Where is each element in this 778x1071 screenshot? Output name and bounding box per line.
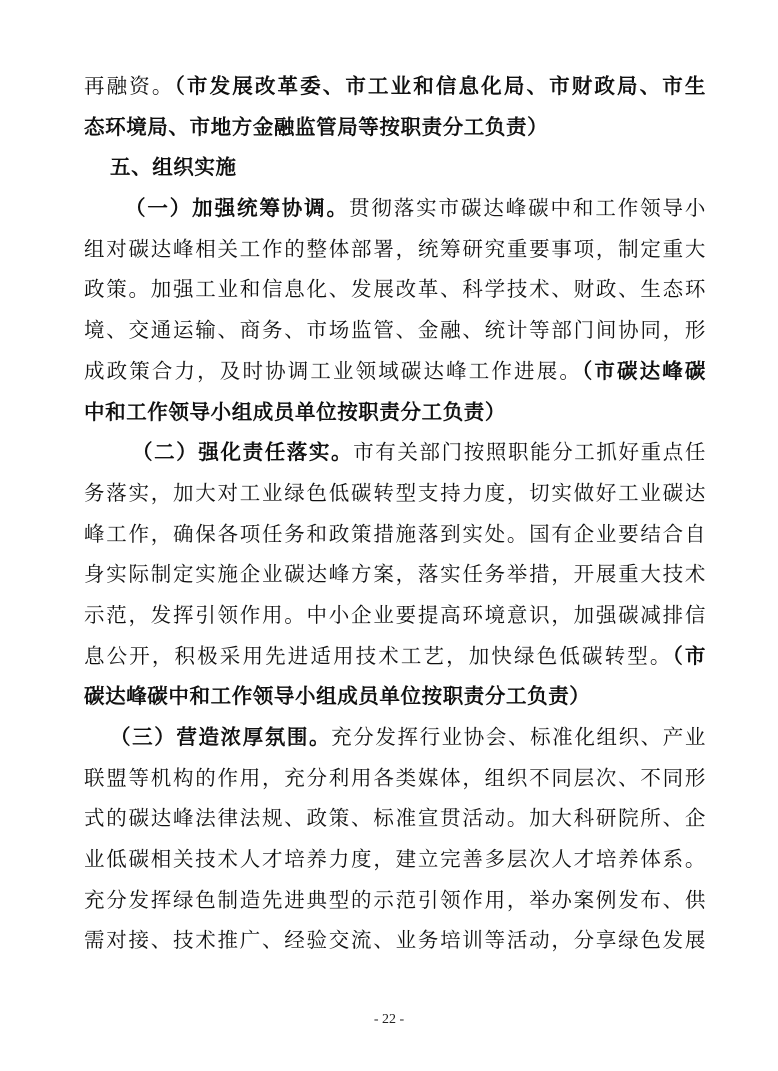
- paragraph-line: 务落实，加大对工业绿色低碳转型支持力度，切实做好工业碳达: [84, 480, 706, 505]
- paragraph-line: （一）加强统筹协调。贯彻落实市碳达峰碳中和工作领导小: [125, 196, 706, 221]
- paragraph-line: 需对接、技术推广、经验交流、业务培训等活动，分享绿色发展: [84, 928, 706, 953]
- paragraph-line: 态环境局、市地方金融监管局等按职责分工负责）: [84, 114, 549, 139]
- paragraph-line: 充分发挥绿色制造先进典型的示范引领作用，举办案例发布、供: [84, 887, 706, 912]
- subsection-title: （二）强化责任落实。: [132, 440, 354, 465]
- document-body: [84, 66, 706, 961]
- paragraph-line: （三）营造浓厚氛围。充分发挥行业协会、标准化组织、产业: [110, 725, 706, 749]
- paragraph-line: 碳达峰碳中和工作领导小组成员单位按职责分工负责）: [84, 684, 591, 709]
- paragraph-line: 息公开，积极采用先进适用技术工艺，加快绿色低碳转型。（市: [84, 643, 706, 668]
- paragraph-line: 中和工作领导小组成员单位按职责分工负责）: [84, 399, 506, 424]
- paragraph-line: 示范，发挥引领作用。中小企业要提高环境意识，加强碳减排信: [84, 602, 706, 627]
- subsection-title: （一）加强统筹协调。: [125, 196, 349, 221]
- paragraph-line: 再融资。（市发展改革委、市工业和信息化局、市财政局、市生: [84, 74, 706, 98]
- paragraph-line: 政策。加强工业和信息化、发展改革、科学技术、财政、生态环: [84, 277, 706, 302]
- paragraph-line: 境、交通运输、商务、市场监管、金融、统计等部门间协同，形: [84, 318, 706, 343]
- paragraph-line: 成政策合力，及时协调工业领域碳达峰工作进展。（市碳达峰碳: [84, 358, 706, 383]
- page-number: - 22 -: [373, 1012, 405, 1027]
- paragraph-line: 峰工作，确保各项任务和政策措施落到实处。国有企业要结合自: [84, 521, 706, 546]
- paragraph-line: 联盟等机构的作用，充分利用各类媒体，组织不同层次、不同形: [84, 765, 706, 790]
- paragraph-line: 身实际制定实施企业碳达峰方案，落实任务举措，开展重大技术: [84, 562, 706, 587]
- paragraph-line: 组对碳达峰相关工作的整体部署，统筹研究重要事项，制定重大: [84, 236, 706, 261]
- paragraph-line: 式的碳达峰法律法规、政策、标准宣贯活动。加大科研院所、企: [84, 806, 706, 831]
- paragraph-line: 业低碳相关技术人才培养力度，建立完善多层次人才培养体系。: [84, 847, 706, 872]
- subsection-title: （三）营造浓厚氛围。: [110, 725, 332, 749]
- section-title: 五、组织实施: [110, 155, 237, 180]
- paragraph-line: （二）强化责任落实。市有关部门按照职能分工抓好重点任: [132, 440, 706, 465]
